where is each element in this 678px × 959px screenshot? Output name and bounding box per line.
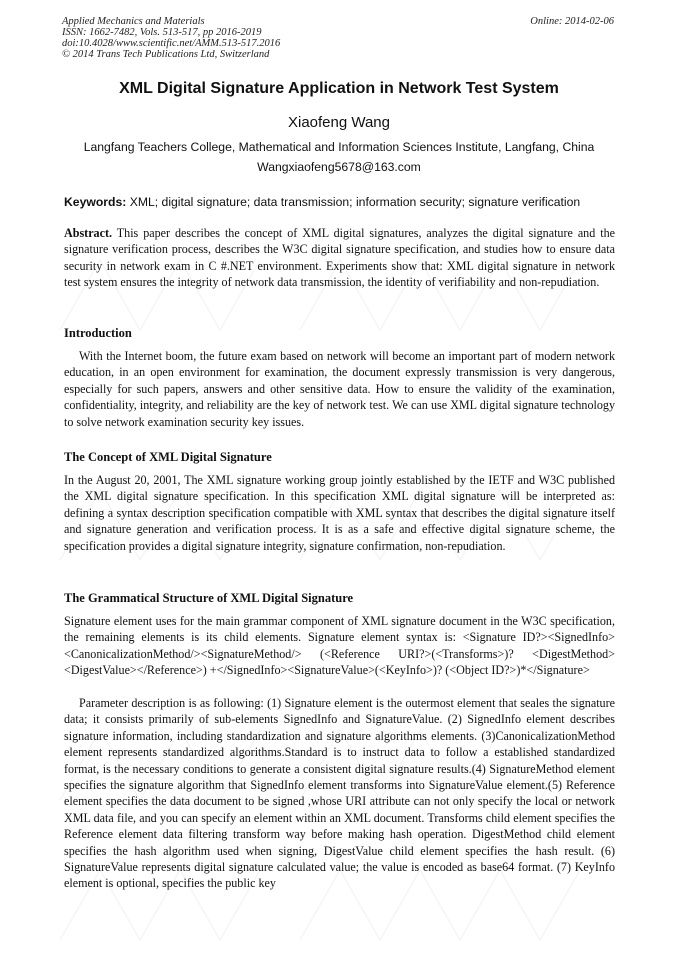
paper-title: XML Digital Signature Application in Network Test System [119,80,559,97]
affiliation: Langfang Teachers College, Mathematical and Information Sciences Institute, Langfang, China [83,140,595,154]
issn-line: ISSN: 1662-7482, Vols. 513-517, pp 2016-2019 [62,27,262,38]
introduction-paragraph: With the Internet boom, the future exam based on network will become an important part of modern network education, in an open environment for examination, the document expressly transmission is very dangerous, especially for such papers, answers and other sensitive data. How to ensure the validity of the examination, confidentiality, integrity, and reliability are the key of network test. We can use XML digital signature technology to solve network examination security key issues. [64,349,615,429]
abstract-label: Abstract. [64,226,113,240]
parameter-paragraph: Parameter description is as following: (1) Signature element is the outermost element that seales the signature data; it consists primarily of sub-elements SignedInfo and SignatureValue. (2) SignedInfo element describes signature information, including standardization and signature algorithms elements. (3)CanonicalizationMethod element represents standardized algorithms.Standard is to instruct data to follow a established standardized format, is the necessary conditions to generate a consistent digital signature results.(4) SignatureMethod element specifies the signature algorithm that SignedInfo element transforms into SignatureValue element.(5) Reference element specifies the data document to be signed ,whose URI attribute can not only specify the local or network XML data file, and you can specify an element within an XML document. Transforms child element specifies the Reference element data filtering transform way before making hash operation. DigestMethod child element specifies the hash algorithm used when signing, DigestValue child element specifies the hash result. (6) SignatureValue represents digital signature calculated value; the value is encoded as base64 format. (7) KeyInfo element is optional, specifies the public key [64,696,615,891]
abstract-text: This paper describes the concept of XML digital signatures, analyzes the digital signature and the signature verification process, describes the W3C digital signature specification, and studies how to ensure data security in network exam in C #.NET environment. Experiments show that: XML digital signature in network test system ensures the integrity of network data transmission, the identity of verifiability and non-repudiation. [64,226,615,290]
section-heading-introduction: Introduction [64,326,132,340]
author-name: Xiaofeng Wang [287,114,390,131]
copyright-line: © 2014 Trans Tech Publications Ltd, Switzerland [62,49,270,60]
concept-paragraph: In the August 20, 2001, The XML signature working group jointly established by the IETF and W3C published the XML digital signature specification. In this specification XML digital signature will be interpreted as: defining a syntax description specification compatible with XML syntax that describes the digital signature itself and signature generation and verification process. It is as a safe and effective digital signature scheme, the specification provides a digital signature integrity, signature confirmation, non-repudiation. [64,473,615,553]
doi-line: doi:10.4028/www.scientific.net/AMM.513-517.2016 [62,38,281,49]
author-email: Wangxiaofeng5678@163.com [257,160,421,174]
journal-header [62,16,280,60]
section-heading-grammar: The Grammatical Structure of XML Digital Signature [64,591,354,605]
section-heading-concept: The Concept of XML Digital Signature [64,450,272,464]
keywords-label: Keywords: [64,195,127,209]
keywords-text: XML; digital signature; data transmission; information security; signature verification [129,195,581,209]
online-date: Online: 2014-02-06 [530,16,614,27]
abstract [64,225,615,291]
keywords [64,195,624,209]
grammar-paragraph: Signature element uses for the main grammar component of XML signature document in the W3C specification, the remaining elements is its child elements. Signature element syntax is: <Signature ID?><SignedInfo><CanonicalizationMethod/><SignatureMethod/> (<Reference URI?>(<Transforms>)? <DigestMethod><DigestValue></Reference>) +</SignedInfo><SignatureValue>(<KeyInfo>)? (<Object ID?>)*</Signature> [64,614,615,678]
journal-name: Applied Mechanics and Materials [62,16,205,27]
